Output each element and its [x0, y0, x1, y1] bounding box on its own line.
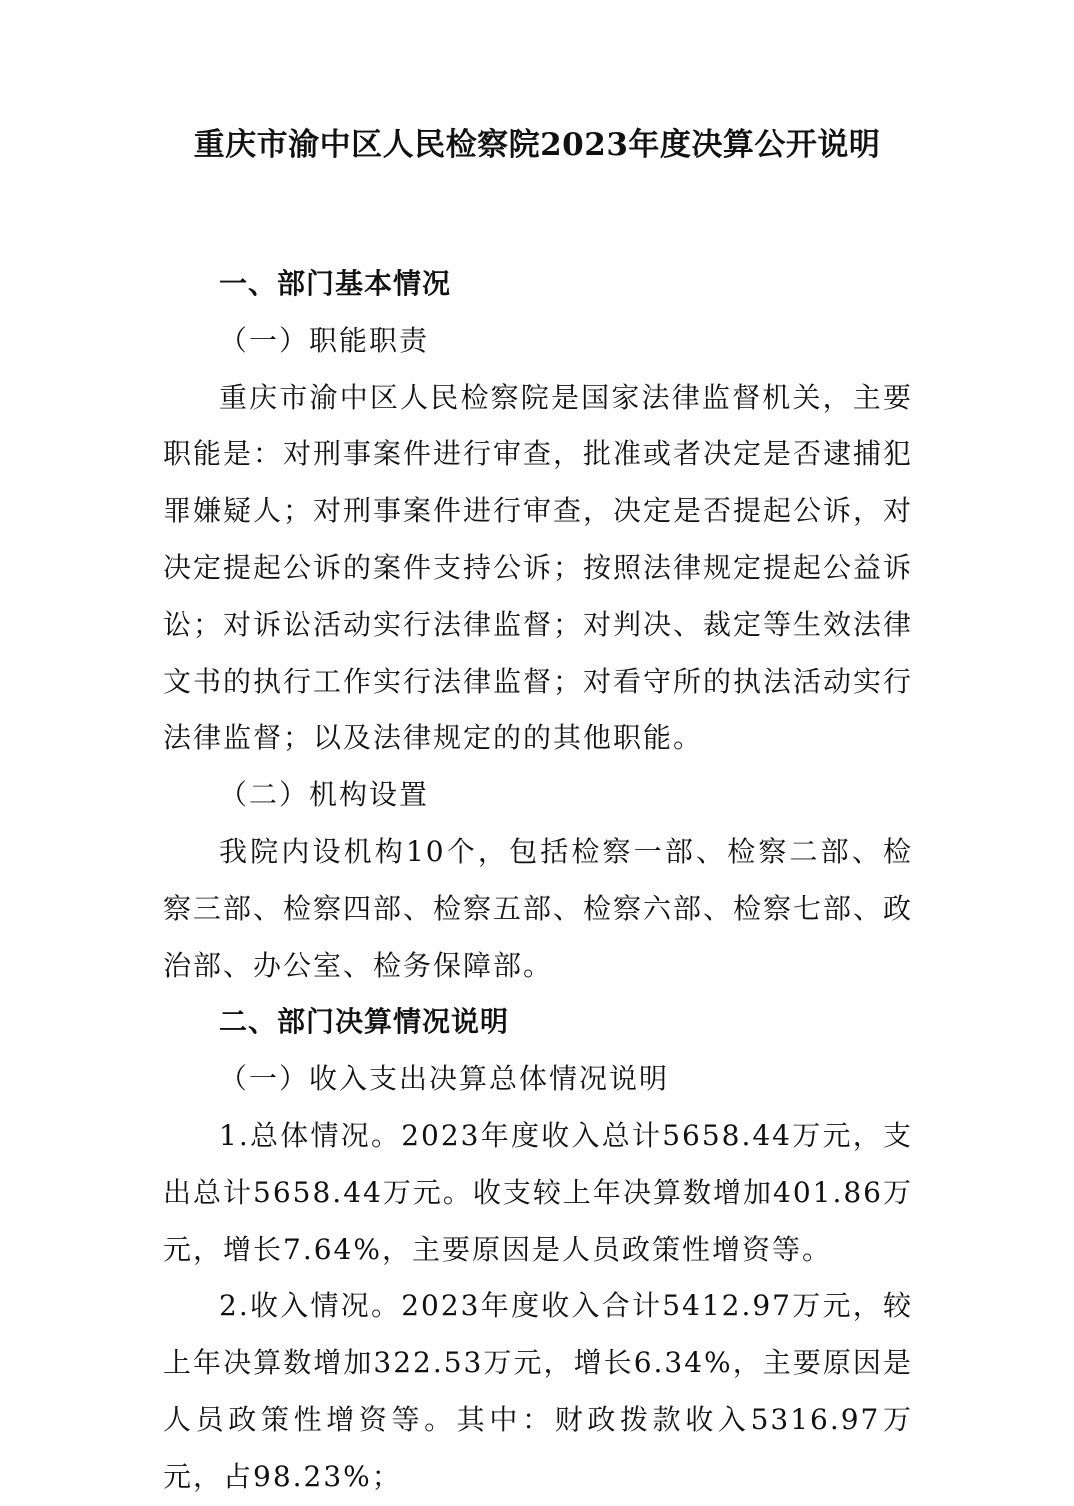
paragraph-income: 2.收入情况。2023年度收入合计5412.97万元，较上年决算数增加322.53万元，增长6.34%，主要原因是人员政策性增资等。其中：财政拨款收入5316.97万元，占98.23%； — [163, 1289, 913, 1493]
paragraph-duties: 重庆市渝中区人民检察院是国家法律监督机关，主要职能是：对刑事案件进行审查，批准或者决定是否逮捕犯罪嫌疑人；对刑事案件进行审查，决定是否提起公诉，对决定提起公诉的案件支持公诉；按照法律规定提起公益诉讼；对诉讼活动实行法律监督；对判决、裁定等生效法律文书的执行工作实行法律监督；对看守所的执法活动实行法律监督；以及法律规定的的其他职能。 — [163, 380, 914, 755]
document-title: 重庆市渝中区人民检察院2023年度决算公开说明 — [193, 127, 881, 163]
subsection-heading-organization: （二）机构设置 — [219, 778, 430, 812]
subsection-heading-income-expenditure: （一）收入支出决算总体情况说明 — [219, 1062, 670, 1096]
section-heading-basic-info: 一、部门基本情况 — [219, 267, 452, 300]
paragraph-overall: 1.总体情况。2023年度收入总计5658.44万元，支出总计5658.44万元。收支较上年决算数增加401.86万元，增长7.64%，主要原因是人员政策性增资等。 — [163, 1118, 913, 1266]
paragraph-organization: 我院内设机构10个，包括检察一部、检察二部、检察三部、检察四部、检察五部、检察六部、检察七部、政治部、办公室、检务保障部。 — [163, 834, 914, 982]
section-heading-final-accounts: 二、部门决算情况说明 — [219, 1005, 510, 1039]
subsection-heading-duties: （一）职能职责 — [219, 323, 430, 357]
document-body — [163, 256, 913, 1506]
